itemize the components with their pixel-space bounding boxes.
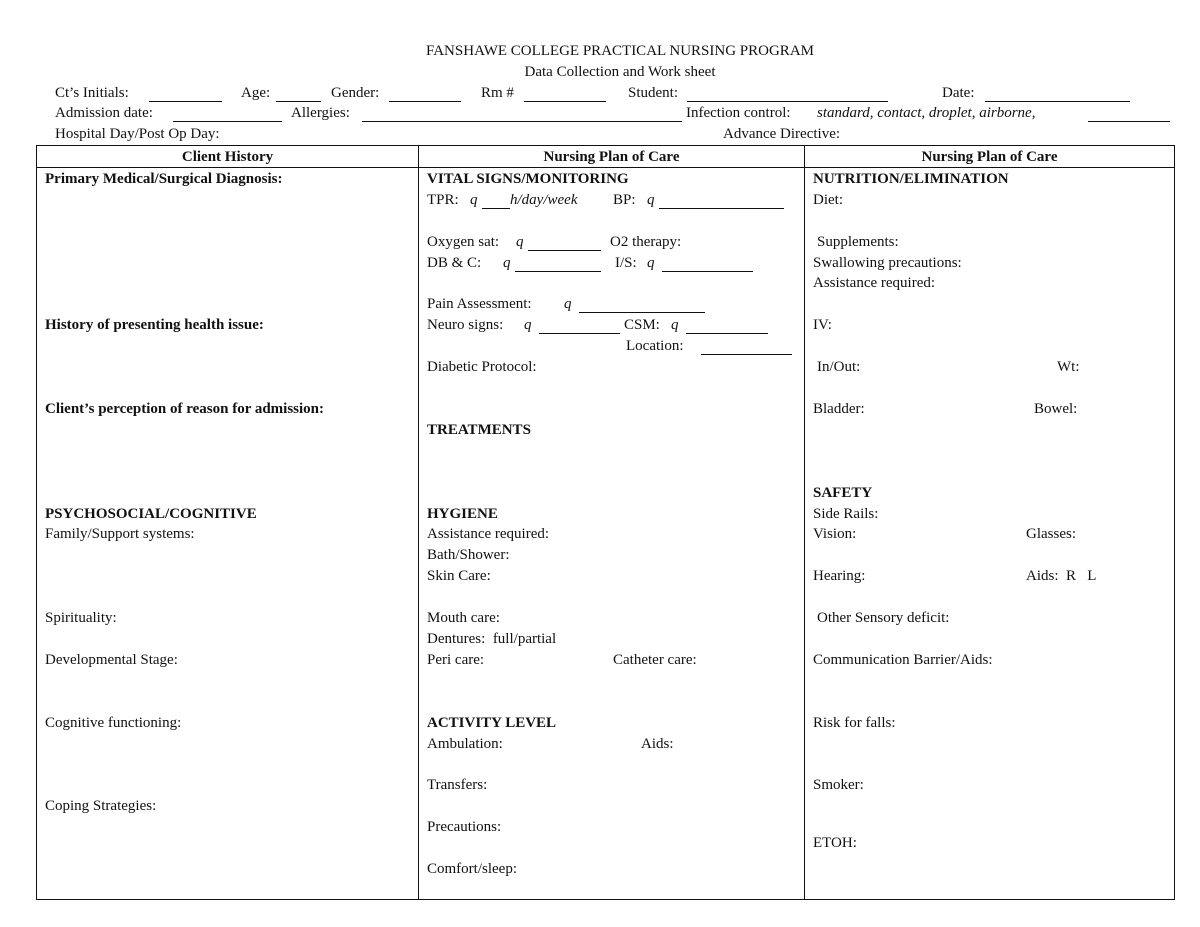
is-label: I/S:	[615, 255, 637, 271]
vision-label: Vision:	[813, 526, 857, 542]
bp-q: q	[647, 192, 655, 208]
is-field[interactable]	[662, 271, 753, 272]
developmental-stage-label: Developmental Stage:	[45, 652, 178, 668]
column-header-client-history: Client History	[181, 149, 274, 165]
tpr-label: TPR:	[427, 192, 459, 208]
catheter-care-label: Catheter care:	[613, 652, 697, 668]
history-label: History of presenting health issue:	[45, 317, 264, 333]
tpr-q: q	[470, 192, 478, 208]
primary-diagnosis-label: Primary Medical/Surgical Diagnosis:	[45, 171, 283, 187]
skin-care-label: Skin Care:	[427, 568, 491, 584]
advance-directive-label: Advance Directive:	[723, 126, 841, 142]
form-subtitle: Data Collection and Work sheet	[524, 64, 716, 80]
rm-field[interactable]	[524, 101, 606, 102]
is-q: q	[647, 255, 655, 271]
side-rails-label: Side Rails:	[813, 506, 879, 522]
table-header-divider	[36, 167, 1175, 168]
infection-control-options: standard, contact, droplet, airborne,	[817, 105, 1036, 121]
csm-q: q	[671, 317, 679, 333]
supplements-label: Supplements:	[817, 234, 899, 250]
form-title: FANSHAWE COLLEGE PRACTICAL NURSING PROGRAM	[426, 43, 814, 59]
gender-label: Gender:	[331, 85, 380, 101]
column-header-nursing-plan-2: Nursing Plan of Care	[921, 149, 1058, 165]
tpr-field[interactable]	[482, 208, 510, 209]
pain-assessment-label: Pain Assessment:	[427, 296, 532, 312]
allergies-label: Allergies:	[291, 105, 350, 121]
diabetic-protocol-label: Diabetic Protocol:	[427, 359, 537, 375]
age-field[interactable]	[276, 101, 321, 102]
infection-control-field[interactable]	[1088, 121, 1170, 122]
table-right-border	[1174, 145, 1175, 900]
weight-label: Wt:	[1057, 359, 1080, 375]
db-c-label: DB & C:	[427, 255, 482, 271]
vital-signs-heading: VITAL SIGNS/MONITORING	[427, 171, 629, 187]
risk-falls-label: Risk for falls:	[813, 715, 896, 731]
psychosocial-heading: PSYCHOSOCIAL/COGNITIVE	[45, 506, 257, 522]
smoker-label: Smoker:	[813, 777, 864, 793]
swallowing-label: Swallowing precautions:	[813, 255, 962, 271]
column-header-nursing-plan-1: Nursing Plan of Care	[543, 149, 680, 165]
table-column-divider-2	[804, 145, 805, 900]
hygiene-heading: HYGIENE	[427, 506, 498, 522]
hospital-day-label: Hospital Day/Post Op Day:	[55, 126, 220, 142]
allergies-field[interactable]	[362, 121, 682, 122]
ambulation-label: Ambulation:	[427, 736, 503, 752]
oxygen-sat-q: q	[516, 234, 524, 250]
comfort-sleep-label: Comfort/sleep:	[427, 861, 517, 877]
rm-label: Rm #	[481, 85, 514, 101]
glasses-label: Glasses:	[1026, 526, 1076, 542]
oxygen-sat-field[interactable]	[528, 250, 601, 251]
date-label: Date:	[942, 85, 975, 101]
spirituality-label: Spirituality:	[45, 610, 117, 626]
bp-field[interactable]	[659, 208, 784, 209]
neuro-signs-label: Neuro signs:	[427, 317, 504, 333]
oxygen-sat-label: Oxygen sat:	[427, 234, 500, 250]
hygiene-assistance-label: Assistance required:	[427, 526, 550, 542]
location-field[interactable]	[701, 354, 792, 355]
safety-heading: SAFETY	[813, 485, 873, 501]
peri-care-label: Peri care:	[427, 652, 485, 668]
mouth-care-label: Mouth care:	[427, 610, 500, 626]
nutrition-assistance-label: Assistance required:	[813, 275, 936, 291]
ambulation-aids-label: Aids:	[641, 736, 674, 752]
family-support-label: Family/Support systems:	[45, 526, 195, 542]
table-column-divider-1	[418, 145, 419, 900]
initials-field[interactable]	[149, 101, 222, 102]
bladder-label: Bladder:	[813, 401, 865, 417]
student-label: Student:	[628, 85, 679, 101]
iv-label: IV:	[813, 317, 832, 333]
pain-q: q	[564, 296, 572, 312]
tpr-frequency: h/day/week	[510, 192, 578, 208]
dentures-label: Dentures: full/partial	[427, 631, 557, 647]
csm-label: CSM:	[624, 317, 660, 333]
hearing-aids-label: Aids: R L	[1026, 568, 1097, 584]
table-bottom-border	[36, 899, 1175, 900]
age-label: Age:	[241, 85, 271, 101]
neuro-q: q	[524, 317, 532, 333]
initials-label: Ct’s Initials:	[55, 85, 129, 101]
o2-therapy-label: O2 therapy:	[610, 234, 682, 250]
diet-label: Diet:	[813, 192, 843, 208]
nutrition-elimination-heading: NUTRITION/ELIMINATION	[813, 171, 1009, 187]
bowel-label: Bowel:	[1034, 401, 1078, 417]
csm-field[interactable]	[686, 333, 768, 334]
perception-label: Client’s perception of reason for admission:	[45, 401, 325, 417]
pain-field[interactable]	[579, 312, 705, 313]
db-c-field[interactable]	[515, 271, 601, 272]
admission-date-field[interactable]	[173, 121, 282, 122]
bath-shower-label: Bath/Shower:	[427, 547, 510, 563]
student-field[interactable]	[687, 101, 888, 102]
db-c-q: q	[503, 255, 511, 271]
location-label: Location:	[626, 338, 684, 354]
table-top-border	[36, 145, 1175, 146]
transfers-label: Transfers:	[427, 777, 488, 793]
in-out-label: In/Out:	[817, 359, 861, 375]
bp-label: BP:	[613, 192, 636, 208]
other-sensory-label: Other Sensory deficit:	[817, 610, 950, 626]
gender-field[interactable]	[389, 101, 461, 102]
etoh-label: ETOH:	[813, 835, 857, 851]
coping-strategies-label: Coping Strategies:	[45, 798, 157, 814]
communication-label: Communication Barrier/Aids:	[813, 652, 993, 668]
hearing-label: Hearing:	[813, 568, 866, 584]
date-field[interactable]	[985, 101, 1130, 102]
table-left-border	[36, 145, 37, 900]
precautions-label: Precautions:	[427, 819, 502, 835]
treatments-heading: TREATMENTS	[427, 422, 531, 438]
neuro-field[interactable]	[539, 333, 620, 334]
infection-control-label: Infection control:	[686, 105, 791, 121]
admission-date-label: Admission date:	[55, 105, 153, 121]
cognitive-functioning-label: Cognitive functioning:	[45, 715, 182, 731]
activity-level-heading: ACTIVITY LEVEL	[427, 715, 557, 731]
